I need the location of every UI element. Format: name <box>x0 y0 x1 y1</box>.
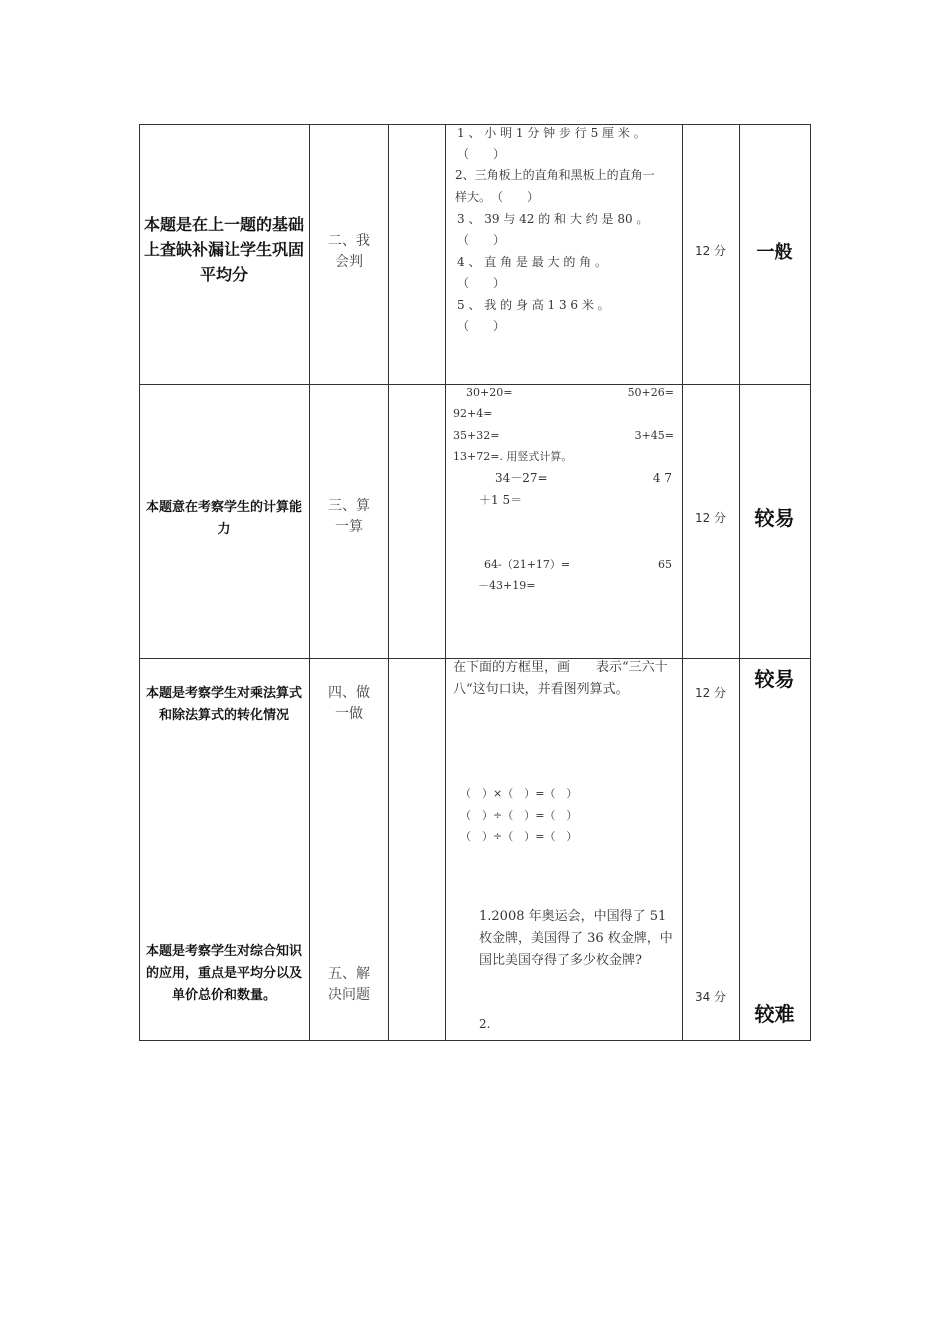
table-column-divider <box>682 124 683 1041</box>
judgement-bracket: （ ） <box>457 147 506 161</box>
calc-expression: －43+19= <box>478 579 536 592</box>
row-score: 12 分 <box>694 244 727 258</box>
judgement-item: 5 、 我 的 身 高 1 3 6 米 。 <box>457 298 610 312</box>
row-difficulty: 较易 <box>754 506 795 530</box>
table-column-divider <box>309 124 310 1041</box>
row-purpose: 本题意在考察学生的计算能力 <box>146 500 303 537</box>
equation-blank: （ ）÷（ ）=（ ） <box>460 830 578 843</box>
row-section: 二、我会判 <box>328 233 370 270</box>
equation-blank: （ ）÷（ ）=（ ） <box>460 809 578 822</box>
table-border-right <box>810 124 811 1041</box>
judgement-item: 2、三角板上的直角和黑板上的直角一 <box>455 168 655 182</box>
row-section: 四、做一做 <box>328 685 370 722</box>
calc-expression: 50+26= <box>627 386 674 399</box>
calc-expression: 4 7 <box>652 471 672 485</box>
calc-expression: 34－27= <box>495 471 548 485</box>
row-purpose: 本题是考察学生对乘法算式和除法算式的转化情况 <box>146 686 303 723</box>
table-border-bottom <box>139 1040 811 1041</box>
row-difficulty: 较难 <box>754 1002 795 1026</box>
calc-expression: 30+20= <box>466 386 513 399</box>
table-border-left <box>139 124 140 1041</box>
word-problem: 1.2008 年奥运会，中国得了 51 枚金牌，美国得了 36 枚金牌，中国比美国夺得了多少枚金牌? <box>479 909 673 968</box>
judgement-item: 4 、 直 角 是 最 大 的 角 。 <box>457 255 607 269</box>
row-section: 三、算一算 <box>328 498 370 535</box>
calc-expression: 64-（21+17）= <box>484 558 571 571</box>
calc-expression: 92+4= <box>453 407 493 420</box>
row-section: 五、解决问题 <box>328 966 370 1003</box>
calc-expression: 3+45= <box>634 429 674 442</box>
word-problem: 2. <box>479 1017 491 1031</box>
drawing-instruction: 在下面的方框里，画 表示“三六十八“这句口诀，并看图列算式。 <box>453 660 668 697</box>
row-score: 34 分 <box>694 990 727 1004</box>
calc-expression: 13+72=. 用竖式计算。 <box>453 450 573 463</box>
calc-expression: ＋1 5＝ <box>479 493 523 507</box>
equation-blank: （ ）×（ ）=（ ） <box>460 787 578 800</box>
calc-expression: 35+32= <box>453 429 500 442</box>
row-difficulty: 一般 <box>756 242 793 263</box>
row-purpose: 本题是考察学生对综合知识的应用，重点是平均分以及单价总价和数量。 <box>146 944 303 1003</box>
calc-expression: 65 <box>658 558 672 571</box>
judgement-item: 样大。 （ ） <box>455 190 540 204</box>
judgement-item: 1 、 小 明 1 分 钟 步 行 5 厘 米 。 <box>457 126 646 140</box>
table-column-divider <box>445 124 446 1041</box>
judgement-bracket: （ ） <box>457 319 506 333</box>
judgement-bracket: （ ） <box>457 233 506 247</box>
judgement-bracket: （ ） <box>457 276 506 290</box>
row-score: 12 分 <box>694 686 727 700</box>
row-difficulty: 较易 <box>754 667 795 691</box>
row-score: 12 分 <box>694 511 727 525</box>
judgement-item: 3 、 39 与 42 的 和 大 约 是 80 。 <box>457 212 649 226</box>
table-column-divider <box>388 124 389 1041</box>
row-purpose: 本题是在上一题的基础上查缺补漏让学生巩固平均分 <box>143 215 304 284</box>
